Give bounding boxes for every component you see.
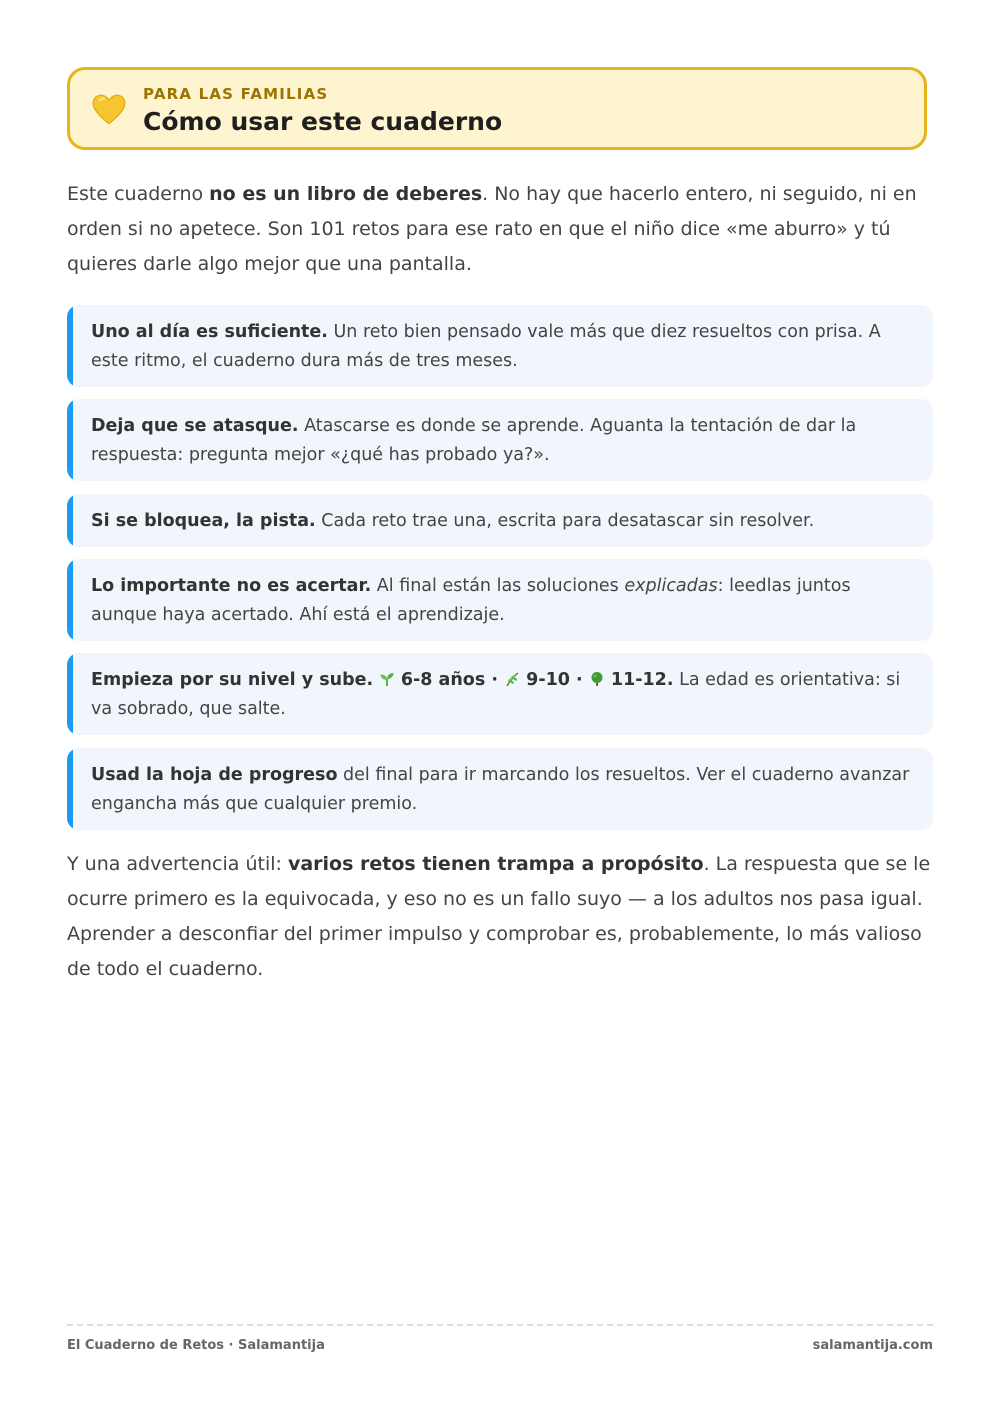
warning-paragraph: Y una advertencia útil: varios retos tienen trampa a propósito. La respuesta que se le ocurre primero es la equivocada, y eso no es un fallo suyo — a los adultos nos pasa igual. Aprender a desconfiar del primer impulso y comprobar es, probablemente, lo más valioso de todo el cuaderno. xyxy=(67,853,931,980)
header-callout xyxy=(67,67,927,150)
tip-card: Usad la hoja de progreso del final para ir marcando los resueltos. Ver el cuaderno avanzar engancha más que cualquier premio. xyxy=(67,748,933,830)
tip-card: Uno al día es suficiente. Un reto bien pensado vale más que diez resueltos con prisa. A este ritmo, el cuaderno dura más de tres meses. xyxy=(67,305,933,387)
tip-card: Deja que se atasque. Atascarse es donde se aprende. Aguanta la tentación de dar la respuesta: pregunta mejor «¿qué has probado ya?». xyxy=(67,399,933,481)
footer-book-title: El Cuaderno de Retos · Salamantija xyxy=(67,1338,325,1353)
footer-divider xyxy=(67,1324,933,1326)
tip-card: Lo importante no es acertar. Al final están las soluciones explicadas: leedlas juntos aunque haya acertado. Ahí está el aprendizaje. xyxy=(67,559,933,641)
header-eyebrow: PARA LAS FAMILIAS xyxy=(143,85,329,103)
page-title: Cómo usar este cuaderno xyxy=(143,107,503,136)
yellow-heart-icon xyxy=(92,93,126,127)
seedling-icon xyxy=(379,671,395,687)
tip-card: Si se bloquea, la pista. Cada reto trae una, escrita para desatascar sin resolver. xyxy=(67,494,933,547)
tree-icon xyxy=(589,671,605,687)
tip-card: Empieza por su nivel y sube. 6-8 años · 9-10 · 11-12. La edad es orientativa: si va sobrado, que salte. xyxy=(67,653,933,735)
herb-icon xyxy=(504,671,520,687)
footer-website: salamantija.com xyxy=(812,1338,933,1353)
intro-paragraph: Este cuaderno no es un libro de deberes. No hay que hacerlo entero, ni seguido, ni en orden si no apetece. Son 101 retos para ese rato en que el niño dice «me aburro» y tú quieres darle algo mejor que una pantalla. xyxy=(67,183,917,275)
